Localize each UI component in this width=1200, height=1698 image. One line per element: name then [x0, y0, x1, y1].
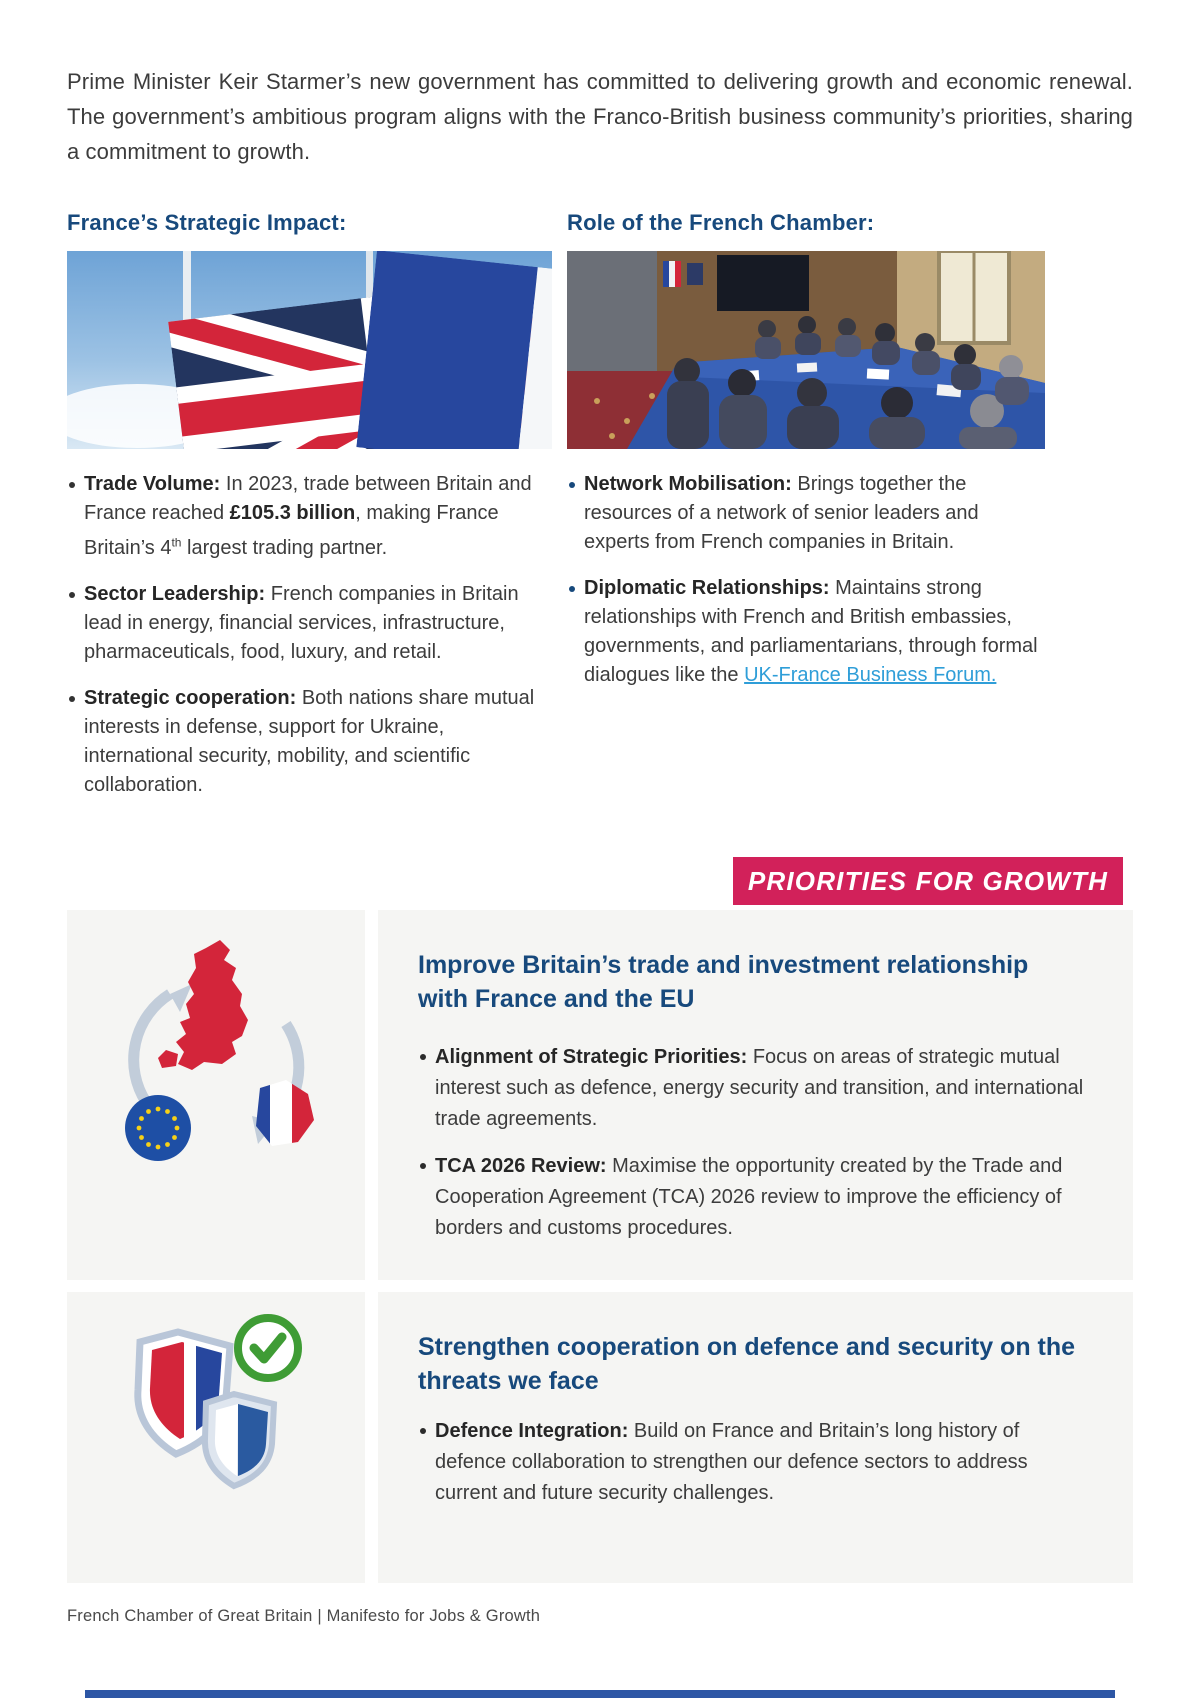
bullet-text: Alignment of Strategic Priorities: Focus on areas of strategic mutual interest such as defence, energy security and transition, and international trade agreements.: [435, 1046, 1084, 1130]
uk-france-flags-photo: [67, 251, 552, 449]
bullet-dot: [569, 482, 575, 488]
bottom-accent-bar: [85, 1690, 1115, 1698]
right-bullet-list: [567, 470, 1045, 690]
left-column-heading: France’s Strategic Impact:: [67, 210, 347, 235]
priority-trade-bullets: [418, 1042, 1085, 1244]
bullet-tca-2026-review: [418, 1151, 1085, 1244]
priority-card-defence-text: [378, 1292, 1133, 1583]
priorities-banner-label: PRIORITIES FOR GROWTH: [747, 865, 1109, 896]
left-bullet-list: [67, 470, 552, 800]
bullet-dot: [420, 1428, 426, 1434]
bullet-defence-integration: [418, 1416, 1085, 1509]
bullet-text: Strategic cooperation: Both nations share mutual interests in defense, support for Ukraine, international security, mobility, and scientific collaboration.: [84, 686, 535, 796]
bullet-text: Diplomatic Relationships: Maintains strong relationships with French and British embassies, governments, and parliamentarians, through formal dialogues like the UK-France Business Forum.: [584, 577, 1038, 686]
defence-shields-icon: [67, 1292, 365, 1583]
bullet-dot: [420, 1163, 426, 1169]
bullet-diplomatic-relationships: [567, 574, 1045, 690]
priorities-banner: [733, 857, 1123, 905]
uk-eu-trade-cycle-icon: [67, 910, 365, 1280]
bullet-text: Trade Volume: In 2023, trade between Britain and France reached £105.3 billion, making France Britain’s 4th largest trading partner.: [84, 473, 532, 559]
bullet-text: Sector Leadership: French companies in Britain lead in energy, financial services, infrastructure, pharmaceuticals, food, luxury, and retail.: [84, 582, 519, 663]
left-column: [67, 210, 552, 817]
right-column-heading: Role of the French Chamber:: [567, 210, 875, 235]
priority-defence-bullets: [418, 1416, 1085, 1509]
bullet-dot: [69, 592, 75, 598]
bullet-text: Network Mobilisation: Brings together the resources of a network of senior leaders and experts from French companies in Britain.: [584, 473, 979, 553]
priority-card-defence: [67, 1292, 1133, 1583]
bullet-dot: [69, 696, 75, 702]
right-column: [567, 210, 1045, 707]
bullet-dot: [420, 1054, 426, 1060]
priority-heading-defence: Strengthen cooperation on defence and security on the threats we face: [418, 1333, 1076, 1395]
priority-card-trade-text: [378, 910, 1133, 1280]
priority-card-trade: [67, 910, 1133, 1280]
bullet-dot: [69, 482, 75, 488]
french-chamber-meeting-photo: [567, 251, 1045, 449]
footer-text: French Chamber of Great Britain | Manifesto for Jobs & Growth: [67, 1607, 541, 1625]
uk-france-business-forum-link[interactable]: UK-France Business Forum.: [744, 664, 997, 686]
bullet-network-mobilisation: [567, 470, 1045, 557]
bullet-text: Defence Integration: Build on France and Britain’s long history of defence collaboration to strengthen our defence sectors to address current and future security challenges.: [435, 1420, 1028, 1504]
bullet-alignment-priorities: [418, 1042, 1085, 1135]
priority-heading-trade: Improve Britain’s trade and investment relationship with France and the EU: [418, 951, 1029, 1013]
intro-paragraph: Prime Minister Keir Starmer’s new government has committed to delivering growth and economic renewal. The government’s ambitious program aligns with the Franco-British business community’s priorities, sharing a commitment to growth.: [67, 69, 1133, 164]
bullet-text: TCA 2026 Review: Maximise the opportunity created by the Trade and Cooperation Agreement (TCA) 2026 review to improve the efficiency of borders and customs procedures.: [435, 1155, 1063, 1239]
bullet-trade-volume: [67, 470, 552, 563]
bullet-strategic-cooperation: [67, 684, 552, 800]
bullet-sector-leadership: [67, 580, 552, 667]
bullet-dot: [569, 586, 575, 592]
